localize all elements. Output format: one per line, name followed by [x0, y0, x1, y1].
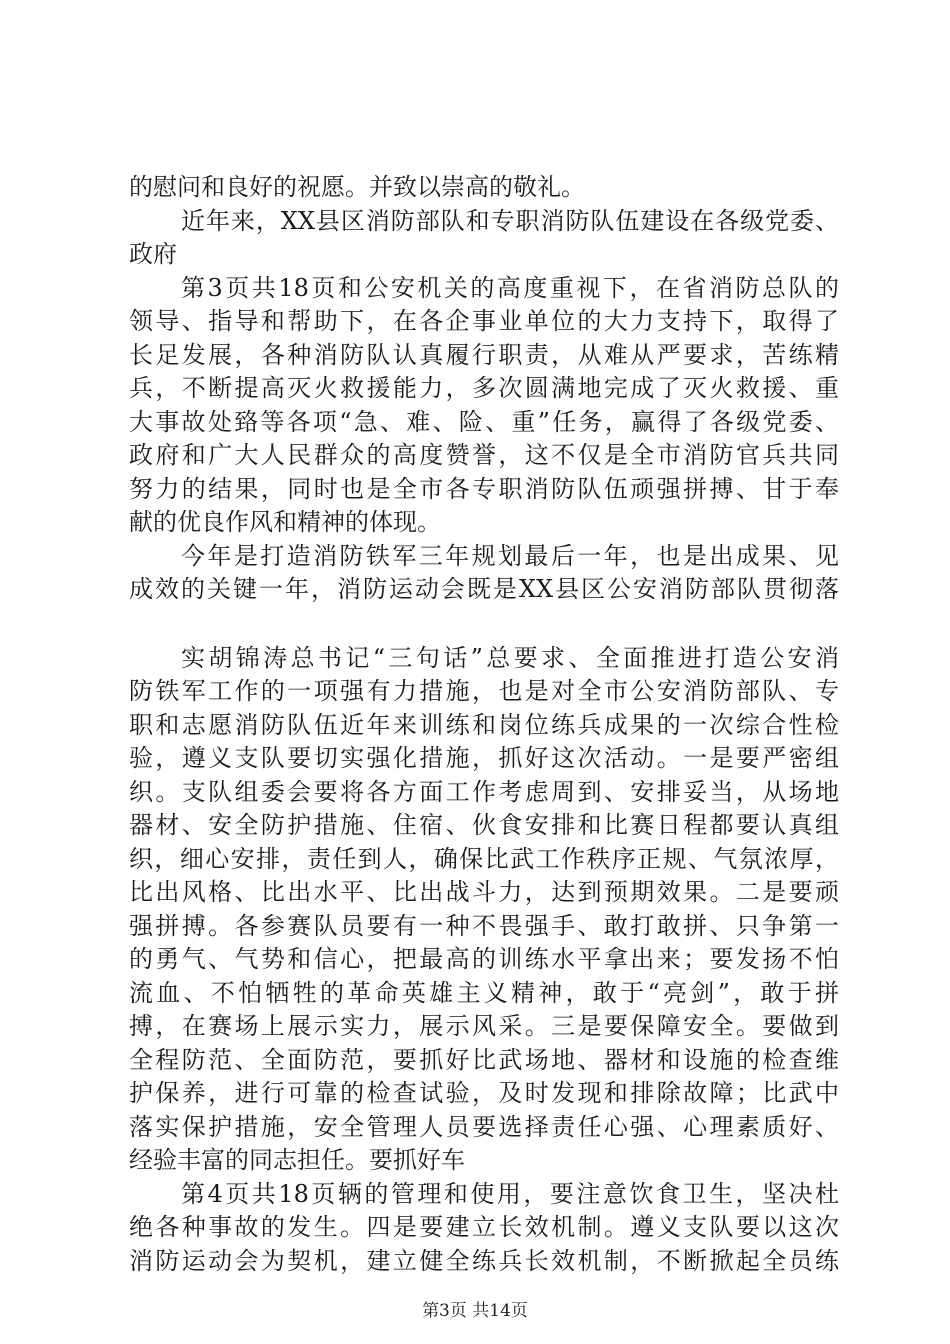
- text-line: 全程防范、全面防范，要抓好比武场地、器材和设施的检查维: [129, 1045, 839, 1074]
- text-line: 献的优良作风和精神的体现。: [129, 508, 441, 536]
- text-line: 职和志愿消防队伍近年来训练和岗位练兵成果的一次综合性检: [129, 710, 839, 739]
- text-line: 大事故处臵等各项“急、难、险、重”任务，赢得了各级党委、: [129, 407, 839, 436]
- text-line: 成效的关键一年，消防运动会既是XX县区公安消防部队贯彻落: [129, 575, 839, 603]
- text-line: 验，遵义支队要切实强化措施，抓好这次活动。一是要严密组: [129, 744, 839, 772]
- text-line: 防铁军工作的一项强有力措施，也是对全市公安消防部队、专: [129, 677, 839, 705]
- text-line: 努力的结果，同时也是全市各专职消防队伍顽强拼搏、甘于奉: [129, 474, 839, 503]
- text-line: 消防运动会为契机，建立健全练兵长效机制，不断掀起全员练: [129, 1246, 839, 1275]
- text-line: 近年来，XX县区消防部队和专职消防队伍建设在各级党委、: [181, 206, 839, 235]
- text-line: 织。支队组委会要将各方面工作考虑周到、安排妥当，从场地: [129, 777, 839, 806]
- text-line: 第4页共18页辆的管理和使用，要注意饮食卫生，坚决杜: [181, 1179, 839, 1208]
- text-line: 今年是打造消防铁军三年规划最后一年，也是出成果、见: [181, 541, 839, 570]
- text-line: 兵，不断提高灭火救援能力，多次圆满地完成了灭火救援、重: [129, 374, 839, 402]
- text-line: 器材、安全防护措施、住宿、伙食安排和比赛日程都要认真组: [129, 811, 839, 839]
- text-line: 流血、不怕牺牲的革命英雄主义精神，敢于“亮剑”，敢于拼: [129, 978, 839, 1007]
- page-number-footer: 第3页 共14页: [422, 1301, 528, 1321]
- text-line: 绝各种事故的发生。四是要建立长效机制。遵义支队要以这次: [129, 1213, 839, 1241]
- text-line: 经验丰富的同志担任。要抓好车: [129, 1146, 465, 1174]
- text-line: 的慰问和良好的祝愿。并致以崇高的敬礼。: [129, 173, 585, 201]
- text-line: 搏，在赛场上展示实力，展示风采。三是要保障安全。要做到: [129, 1012, 839, 1040]
- text-line: 长足发展，各种消防队认真履行职责，从难从严要求，苦练精: [129, 340, 839, 369]
- text-line: 落实保护措施，安全管理人员要选择责任心强、心理素质好、: [129, 1112, 839, 1141]
- text-line: 第3页共18页和公安机关的高度重视下，在省消防总队的: [181, 273, 839, 302]
- text-line: 强拼搏。各参赛队员要有一种不畏强手、敢打敢拼、只争第一: [129, 911, 839, 940]
- text-line: 比出风格、比出水平、比出战斗力，达到预期效果。二是要顽: [129, 878, 839, 906]
- text-line: 实胡锦涛总书记“三句话”总要求、全面推进打造公安消: [181, 643, 839, 672]
- text-line: 织，细心安排，责任到人，确保比武工作秩序正规、气氛浓厚，: [129, 844, 839, 873]
- text-line: 领导、指导和帮助下，在各企事业单位的大力支持下，取得了: [129, 307, 839, 335]
- text-line: 护保养，进行可靠的检查试验，及时发现和排除故障；比武中: [129, 1079, 839, 1107]
- text-line: 政府和广大人民群众的高度赞誉，这不仅是全市消防官兵共同: [129, 441, 839, 469]
- text-line: 政府: [129, 240, 177, 268]
- text-line: 的勇气、气势和信心，把最高的训练水平拿出来；要发扬不怕: [129, 945, 839, 973]
